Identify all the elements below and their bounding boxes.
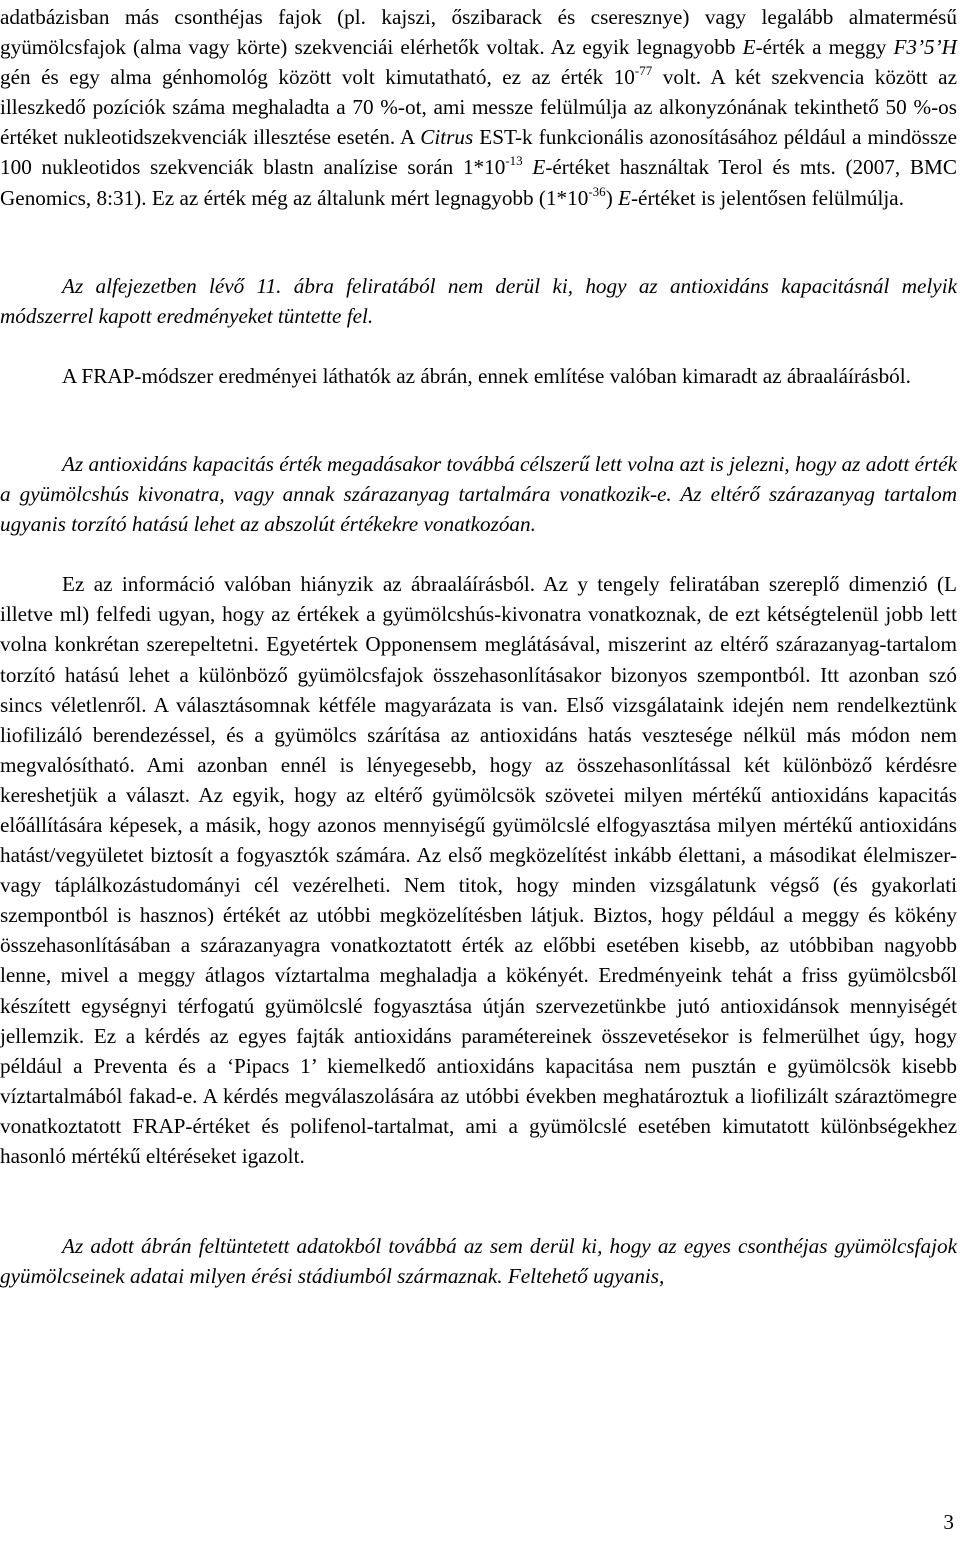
- text-segment: E: [742, 35, 756, 60]
- text-segment: ): [605, 185, 619, 210]
- text-segment: Az antioxidáns kapacitás érték megadásakor továbbá célszerű lett volna azt is jelezni, hogy az adott érték a gyümölcshús kivonatra, vagy annak szárazanyag tartalmára vonatkozik-e. Az eltérő szárazanyag tartalom ugyanis torzító hatású lehet az abszolút értékekre vonatkozóan.: [0, 451, 957, 537]
- paragraph-answer-dry-matter: [0, 569, 957, 1171]
- text-segment: -36: [588, 183, 606, 199]
- text-segment: Ez az információ valóban hiányzik az ábraaláírásból. Az y tengely feliratában szereplő dimenzió (L illetve ml) felfedi ugyan, hogy az értékek a gyümölcshús-kivonatra vonatkoznak, de ezt kétségtelenül jobb lett volna konkrétan szerepeltetni. Egyetértek Opponensem meglátásával, miszerint az eltérő szárazanyag-tartalom torzító hatású lehet a különböző gyümölcsfajok összehasonlításakor bizonyos szempontból. Itt azonban szó sincs véletlenről. A választásomnak kétféle magyarázata is van. Első vizsgálataink idején nem rendelkeztünk liofilizáló berendezéssel, és a gyümölcs szárítása az antioxidáns hatás vesztesége nélkül más módon nem megvalósítható. Ami azonban ennél is lényegesebb, hogy az összehasonlítással két különböző kérdésre kereshetjük a választ. Az egyik, hogy az eltérő gyümölcsök szövetei milyen mértékű antioxidáns kapacitás előállítására képesek, a másik, hogy azonos mennyiségű gyümölcslé elfogyasztása milyen mértékű antioxidáns hatást/vegyületet biztosít a fogyasztók számára. Az első megközelítést inkább élettani, a másodikat élelmiszer- vagy táplálkozástudományi cél vezérelheti. Nem titok, hogy minden vizsgálatunk végső (és gyakorlati szempontból is hasznos) értékét az utóbbi megközelítésben látjuk. Biztos, hogy például a meggy és kökény összehasonlításában a szárazanyagra vonatkoztatott érték az előbbi esetében kisebb, az utóbbiban nagyobb lenne, mivel a meggy átlagos víztartalma meghaladja a kökényét. Eredményeink tehát a friss gyümölcsből készített egységnyi térfogatú gyümölcslé fogyasztása útján szervezetünkbe jutó antioxidánsok mennyiségét jellemzik. Ez a kérdés az egyes fajták antioxidáns paramétereinek összevetésekor is felmerülhet úgy, hogy például a Preventa és a ‘Pipacs 1’ kiemelkedő antioxidáns kapacitása nem pusztán e gyümölcsök kisebb víztartalmából fakad-e. A kérdés megválaszolására az utóbbi években meghatároztuk a liofilizált száraztömegre vonatkoztatott FRAP-értéket és polifenol-tartalmat, ami a gyümölcslé esetében kimutatott különbségekhez hasonló mértékű eltéréseket igazolt.: [0, 572, 957, 1168]
- text-segment: volt. A két szekvencia között az illeszkedő pozíciók száma meghaladta a 70 %-ot, ami messze felülmúlja az alkonyzónának tekinthető 50 %-os értéket nukleotidszekvenciák illesztése esetén. A: [0, 65, 957, 150]
- document-page: [0, 2, 957, 1291]
- paragraph-blast-analysis: [0, 2, 957, 213]
- page-number: 3: [943, 1510, 954, 1534]
- text-segment: -értéket használtak Terol és mts. (2007, BMC Genomics, 8:31). Ez az érték még az általunk mért legnagyobb (1*10: [0, 155, 957, 210]
- text-segment: Citrus: [420, 125, 474, 150]
- text-segment: adatbázisban más csonthéjas fajok (pl. kajszi, őszibarack és cseresznye) vagy legalább almatermésű gyümölcsfajok (alma vagy körte) szekvenciái elérhetők voltak. Az egyik legnagyobb: [0, 5, 957, 60]
- paragraph-reviewer-question-ripening: [0, 1231, 957, 1291]
- text-segment: E: [532, 155, 546, 180]
- paragraph-reviewer-question-dry-matter: [0, 449, 957, 539]
- text-segment: -érték a meggy: [755, 35, 894, 60]
- text-segment: [523, 155, 533, 179]
- text-segment: Az adott ábrán feltüntetett adatokból továbbá az sem derül ki, hogy az egyes csonthéjas gyümölcsfajok gyümölcseinek adatai milyen érési stádiumból származnak. Feltehető ugyanis,: [0, 1234, 957, 1289]
- text-segment: -értéket is jelentősen felülmúlja.: [631, 185, 904, 210]
- text-segment: -13: [505, 153, 523, 169]
- text-segment: gén és egy alma génhomológ között volt kimutatható, ez az érték 10: [0, 65, 635, 90]
- paragraph-reviewer-question-figure-11: [0, 271, 957, 331]
- text-segment: -77: [634, 63, 653, 79]
- text-segment: F3’5’H: [893, 35, 957, 60]
- text-segment: A FRAP-módszer eredményei láthatók az ábrán, ennek említése valóban kimaradt az ábraaláírásból.: [62, 363, 911, 388]
- text-segment: E: [618, 185, 631, 210]
- paragraph-answer-frap-method: [0, 361, 957, 391]
- text-segment: Az alfejezetben lévő 11. ábra feliratából nem derül ki, hogy az antioxidáns kapacitásnál melyik módszerrel kapott eredményeket tüntette fel.: [0, 273, 957, 328]
- text-segment: EST-k funkcionális azonosításához például a mindössze 100 nukleotidos szekvenciák blastn analízise során 1*10: [0, 125, 957, 180]
